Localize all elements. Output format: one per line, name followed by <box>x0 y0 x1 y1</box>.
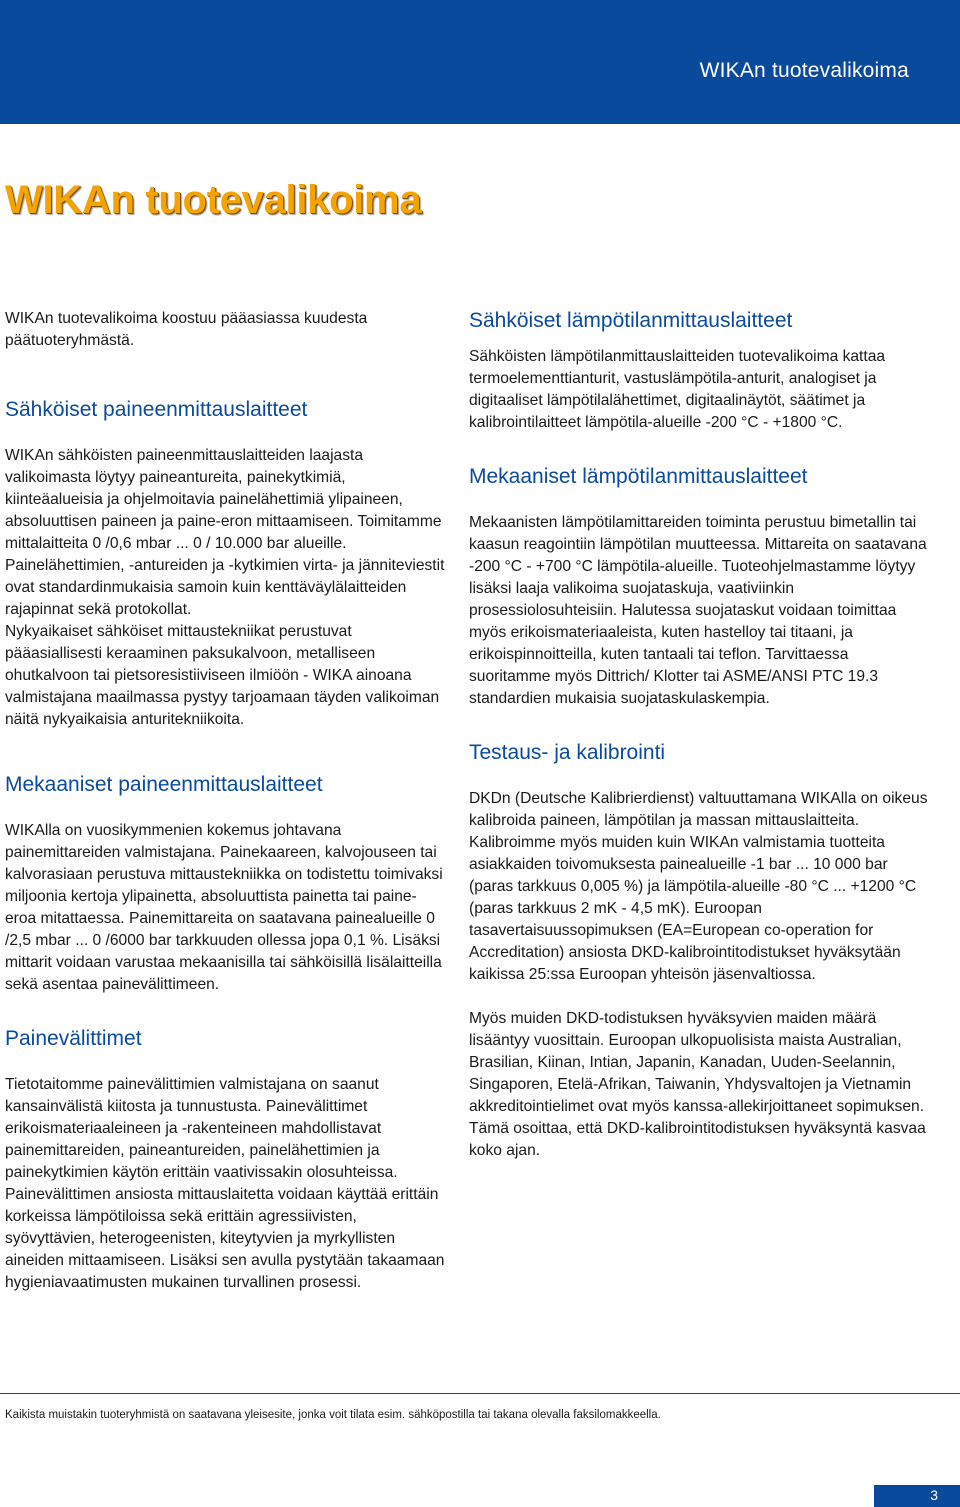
page-number-box <box>874 1485 960 1507</box>
calibration-paragraph-2: Myös muiden DKD-todistuksen hyväksyvien maiden määrä lisääntyy vuosittain. Euroopan ulkopuolisista maista Australian, Brasilian, Kiinan, Intian, Japanin, Kanadan, Uuden-Seelannin, Singaporen, Etelä-Afrikan, Taiwanin, Yhdysvaltojen ja Vietnamin akkreditointielimet ovat myös kanssa-allekirjoittaneet sopimuksen. Tämä osoittaa, että DKD-kalibrointitodistuksen hyväksyntä kasvaa koko ajan. <box>469 1010 926 1159</box>
header-bar <box>0 0 960 124</box>
footer-note: Kaikista muistakin tuoteryhmistä on saatavana yleisesite, jonka voit tilata esim. sähköpostilla tai takana olevalla faksilomakkeella. <box>5 1409 661 1421</box>
calibration-paragraph-1: DKDn (Deutsche Kalibrierdienst) valtuuttamana WIKAlla on oikeus kalibroida paineen, lämpötilan ja massan mittauslaitteita. Kalibroimme myös muiden kuin WIKAn valmistamia tuotteita asiakkaiden toivomuksesta painealueille -1 bar ... 10 000 bar (paras tarkkuus 0,005 %) ja lämpötila-alueille -80 °C ... +1200 °C (paras tarkkuus 2 mK - 4,5 mK). Euroopan tasavertaisuussopimuksen (EA=European co-operation for Accreditation) ansiosta DKD-kalibrointitodistukset hyväksytään kaikissa 25:ssa Euroopan yhteisön jäsenvaltiossa. <box>469 790 928 983</box>
section-heading-testing-calibration: Testaus- ja kalibrointi <box>469 741 666 764</box>
electronic-pressure-paragraph-1: WIKAn sähköisten paineenmittauslaitteiden laajasta valikoimasta löytyy paineantureita, painekytkimiä, kiinteäalueisia ja ohjelmoitavia painelähettimiä ylipaineen, absoluuttisen paineen ja paine-eron mittaamiseen. Toimitamme mittalaitteita 0 /0,6 mbar ... 0 / 10.000 bar alueille. Painelähettimien, -antureiden ja -kytkimien virta- ja jänniteviestit ovat standardinmukaisia samoin kuin kenttäväylälaitteiden rajapinnat sekä protokollat. <box>5 447 445 618</box>
section-heading-mechanical-pressure: Mekaaniset paineenmittauslaitteet <box>5 773 323 796</box>
section-heading-diaphragm-seals: Painevälittimet <box>5 1027 142 1050</box>
electronic-temperature-paragraph: Sähköisten lämpötilanmittauslaitteiden tuotevalikoima kattaa termoelementtianturit, vastuslämpötila-anturit, analogiset ja digitaaliset lämpötilalähettimet, digitaalinäytöt, säätimet ja kalibrointilaitteet lämpötila-alueille -200 °C - +1800 °C. <box>469 348 886 431</box>
mechanical-pressure-paragraph: WIKAlla on vuosikymmenien kokemus johtavana painemittareiden valmistajana. Painekaareen, kalvojouseen tai kalvorasiaan perustuva mittaustekniikka on todistettu toimivaksi miljoonia kertoja ylipainetta, absoluuttista painetta tai paine-eroa mitattaessa. Painemittareita on saatavana painealueille 0 /2,5 mbar ... 0 /6000 bar tarkkuuden ollessa jopa 0,1 %. Lisäksi mittarit voidaan varustaa mekaanisilla tai sähköisillä lisälaitteilla sekä asentaa painevälittimeen. <box>5 822 443 993</box>
header-title: WIKAn tuotevalikoima <box>699 59 909 82</box>
footer-divider <box>0 1393 960 1394</box>
right-column <box>469 308 929 1162</box>
page-title: WIKAn tuotevalikoima <box>5 178 422 222</box>
section-heading-mechanical-temperature: Mekaaniset lämpötilanmittauslaitteet <box>469 465 808 488</box>
section-heading-electronic-pressure: Sähköiset paineenmittauslaitteet <box>5 398 308 421</box>
mechanical-temperature-paragraph: Mekaanisten lämpötilamittareiden toiminta perustuu bimetallin tai kaasun reagointiin lämpötilan muutteessa. Mittareita on saatavana -200 °C - +700 °C lämpötila-alueille. Tuoteohjelmastamme löytyy lisäksi laaja valikoima suojataskuja, vaativiinkin prosessiolosuhteisiin. Halutessa suojataskut voidaan toimittaa myös erikoismateriaaleista, kuten hastelloy tai titaani, ja erikoispinnoitteilla, kuten tantaali tai teflon. Tarvittaessa suoritamme myös Dittrich/ Klotter tai ASME/ANSI PTC 19.3 standardien mukaisia suojataskulaskempia. <box>469 514 927 707</box>
page-number: 3 <box>930 1487 938 1503</box>
left-column <box>5 308 445 1294</box>
diaphragm-seals-paragraph: Tietotaitomme painevälittimien valmistajana on saanut kansainvälistä kiitosta ja tunnustusta. Painevälittimet erikoismateriaaleineen ja -rakenteineen mahdollistavat painemittareiden, paineantureiden, painelähettimien ja painekytkimien käytön erittäin vaativissakin olosuhteissa. Painevälittimen ansiosta mittauslaitetta voidaan käyttää erittäin korkeissa lämpötiloissa sekä erittäin agressiivisten, syövyttävien, heterogeenisten, kiteytyvien ja myrkyllisten aineiden mittaamiseen. Lisäksi sen avulla pystytään takaamaan hygieniavaatimusten mukainen turvallinen prosessi. <box>5 1076 445 1291</box>
section-heading-electronic-temperature: Sähköiset lämpötilanmittauslaitteet <box>469 309 793 332</box>
electronic-pressure-paragraph-2: Nykyaikaiset sähköiset mittaustekniikat perustuvat pääasiallisesti keraaminen paksukalvoon, metalliseen ohutkalvoon tai pietsoresistiiviseen ilmiöön - WIKA ainoana valmistajana maailmassa pystyy tarjoamaan täyden valikoiman näitä nykyaikaisia anturitekniikoita. <box>5 623 440 728</box>
intro-paragraph: WIKAn tuotevalikoima koostuu pääasiassa kuudesta päätuoteryhmästä. <box>5 310 368 349</box>
